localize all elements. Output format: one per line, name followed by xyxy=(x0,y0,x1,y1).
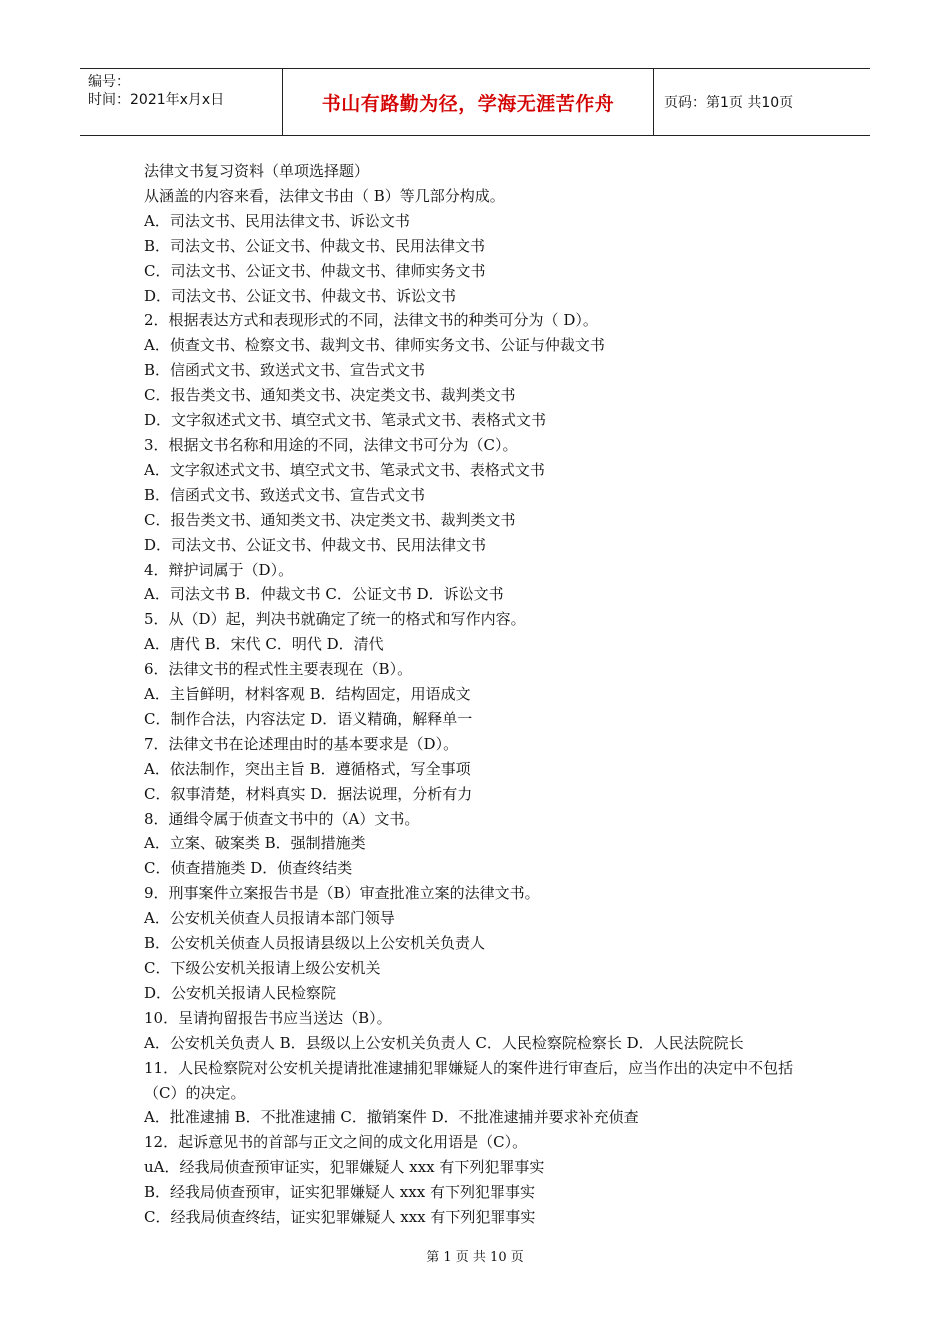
option-line: D．司法文书、公证文书、仲裁文书、民用法律文书 xyxy=(144,535,487,554)
option-line: B．信函式文书、致送式文书、宣告式文书 xyxy=(144,361,426,380)
option-line: C．司法文书、公证文书、仲裁文书、律师实务文书 xyxy=(144,261,486,280)
question-line: 6．法律文书的程式性主要表现在（B）。 xyxy=(144,660,413,679)
question-line: 2．根据表达方式和表现形式的不同，法律文书的种类可分为（ D）。 xyxy=(144,311,598,330)
option-line: C．制作合法，内容法定 D．语义精确，解释单一 xyxy=(144,709,473,728)
header-meta xyxy=(80,69,282,135)
document-title: 法律文书复习资料（单项选择题） xyxy=(144,162,370,180)
option-line: A．立案、破案类 B．强制措施类 xyxy=(144,834,366,853)
option-line: A．主旨鲜明，材料客观 B．结构固定，用语成文 xyxy=(144,685,471,704)
header-motto: 书山有路勤为径，学海无涯苦作舟 xyxy=(282,69,654,135)
option-line: C．经我局侦查终结，证实犯罪嫌疑人 xxx 有下列犯罪事实 xyxy=(144,1208,536,1227)
document-number-label: 编号： xyxy=(88,74,130,90)
question-line: 7．法律文书在论述理由时的基本要求是（D）。 xyxy=(144,734,459,753)
question-line: 10．呈请拘留报告书应当送达（B）。 xyxy=(144,1008,392,1027)
question-line: 9．刑事案件立案报告书是（B）审查批准立案的法律文书。 xyxy=(144,884,540,903)
option-line: A．文字叙述式文书、填空式文书、笔录式文书、表格式文书 xyxy=(144,460,545,479)
option-line: B．公安机关侦查人员报请县级以上公安机关负责人 xyxy=(144,934,486,953)
option-line: B．司法文书、公证文书、仲裁文书、民用法律文书 xyxy=(144,236,486,255)
option-line: D．司法文书、公证文书、仲裁文书、诉讼文书 xyxy=(144,286,457,305)
question-line: 11．人民检察院对公安机关提请批准逮捕犯罪嫌疑人的案件进行审查后，应当作出的决定中不包括（C）的决定。 xyxy=(144,1058,794,1102)
option-line: A．唐代 B．宋代 C．明代 D．清代 xyxy=(144,635,384,654)
option-line: B．经我局侦查预审，证实犯罪嫌疑人 xxx 有下列犯罪事实 xyxy=(144,1183,535,1202)
option-line: A．公安机关侦查人员报请本部门领导 xyxy=(144,909,395,928)
question-line: 8．通缉令属于侦查文书中的（A）文书。 xyxy=(144,809,420,828)
document-header xyxy=(80,68,870,136)
option-line: D．公安机关报请人民检察院 xyxy=(144,983,337,1002)
option-line: A．司法文书、民用法律文书、诉讼文书 xyxy=(144,211,410,230)
option-line: uA．经我局侦查预审证实，犯罪嫌疑人 xxx 有下列犯罪事实 xyxy=(144,1158,545,1177)
document-body xyxy=(144,159,814,1230)
option-line: A．依法制作，突出主旨 B．遵循格式，写全事项 xyxy=(144,759,471,778)
header-page-info: 页码：第1页 共10页 xyxy=(664,95,794,111)
option-line: C．下级公安机关报请上级公安机关 xyxy=(144,959,381,977)
option-line: C．报告类文书、通知类文书、决定类文书、裁判类文书 xyxy=(144,510,516,529)
option-line: C．报告类文书、通知类文书、决定类文书、裁判类文书 xyxy=(144,386,516,405)
question-line: 5．从（D）起，判决书就确定了统一的格式和写作内容。 xyxy=(144,610,526,629)
document-date-label: 时间：2021年x月x日 xyxy=(88,92,225,108)
option-line: B．信函式文书、致送式文书、宣告式文书 xyxy=(144,485,426,504)
question-line: 3．根据文书名称和用途的不同，法律文书可分为（C）。 xyxy=(144,435,518,454)
option-line: C．叙事清楚，材料真实 D．据法说理，分析有力 xyxy=(144,784,473,803)
page-footer: 第 1 页 共 10 页 xyxy=(426,1250,524,1265)
option-line: A．侦查文书、检察文书、裁判文书、律师实务文书、公证与仲裁文书 xyxy=(144,336,605,355)
question-line: 12．起诉意见书的首部与正文之间的成文化用语是（C）。 xyxy=(144,1133,528,1152)
option-line: C．侦查措施类 D．侦查终结类 xyxy=(144,859,353,878)
option-line: A．司法文书 B．仲裁文书 C．公证文书 D．诉讼文书 xyxy=(144,585,504,604)
option-line: A．公安机关负责人 B．县级以上公安机关负责人 C．人民检察院检察长 D．人民法院院长 xyxy=(144,1033,744,1052)
question-line: 从涵盖的内容来看，法律文书由（ B）等几部分构成。 xyxy=(144,186,505,205)
option-line: D．文字叙述式文书、填空式文书、笔录式文书、表格式文书 xyxy=(144,411,547,430)
option-line: A．批准逮捕 B．不批准逮捕 C．撤销案件 D．不批准逮捕并要求补充侦查 xyxy=(144,1108,639,1127)
question-line: 4．辩护词属于（D）。 xyxy=(144,560,294,579)
